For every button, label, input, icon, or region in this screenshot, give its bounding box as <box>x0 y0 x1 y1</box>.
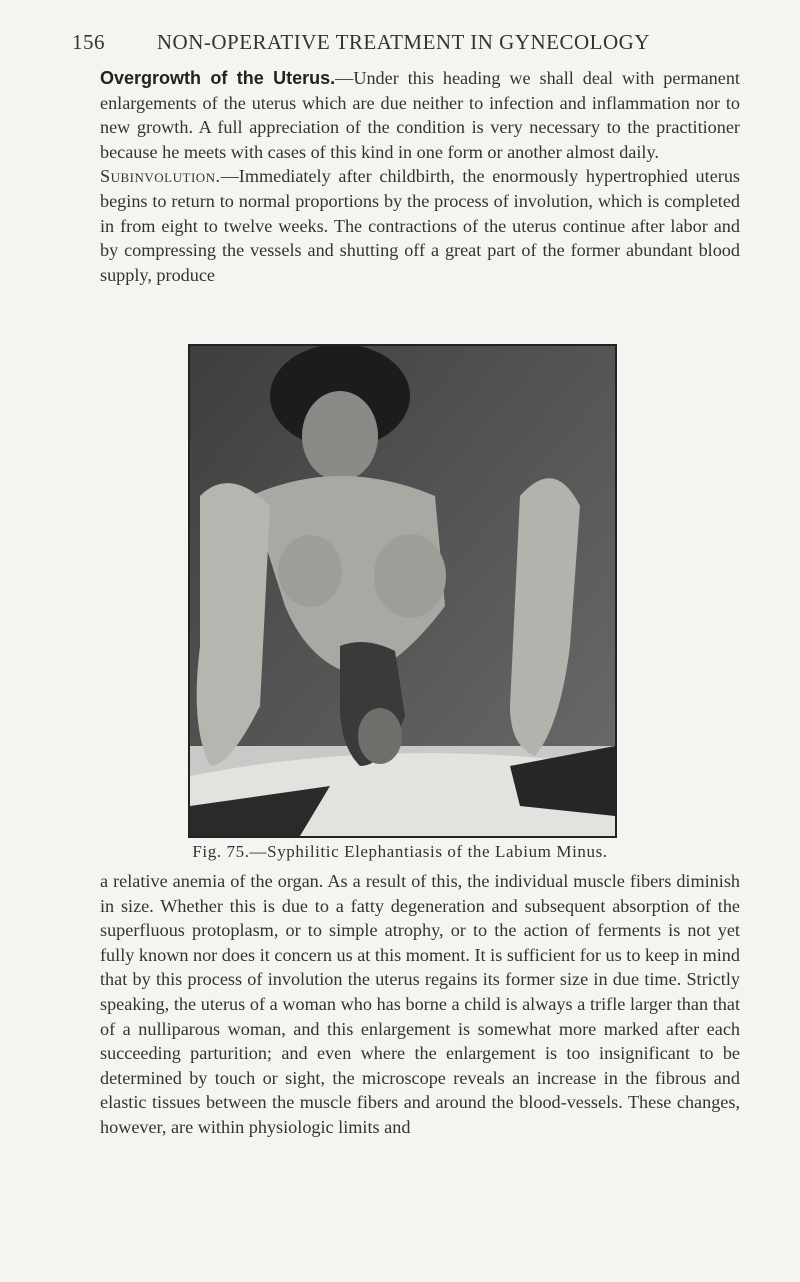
paragraph-continuation: a relative anemia of the organ. As a result of this, the individual muscle fibers diminish in size. Whether this is due to a fatty degeneration and subsequent absorption of the superfluous protoplasm, or to simple atrophy, or to the action of ferments is not yet fully known nor does it concern us at this moment. It is sufficient for us to keep in mind that by this process of involution the uterus regains its former size in due time. Strictly speaking, the uterus of a woman who has borne a child is always a trifle larger than that of a nulliparous woman, and this enlargement is somewhat more marked after each succeeding parturition; and even where the enlargement is too insignificant to be determined by touch or sight, the microscope reveals an increase in the fibrous and elastic tissues between the muscle fibers and around the blood-vessels. These changes, however, are within physiologic limits and <box>100 871 740 1137</box>
paragraph-subinvolution <box>100 164 740 287</box>
section-intro: —Under this heading we shall deal with permanent enlargements of the uterus which are due neither to infection and inflammation nor to new growth. A full appreciation of the condition is very necessary to the practitioner because he meets with cases of this kind in one form or another almost daily. <box>100 68 740 162</box>
section-text <box>100 66 740 287</box>
photograph-placeholder <box>190 346 615 836</box>
subsection-heading: Subinvolution. <box>100 166 221 187</box>
subsection-text: —Immediately after childbirth, the enormously hypertrophied uterus begins to return to normal proportions by the process of involution, which is completed in from eight to twelve weeks. The contractions of the uterus continue after labor and by compressing the vessels and shutting off a great part of the former abundant blood supply, produce <box>100 166 740 285</box>
figure-caption: Fig. 75.—Syphilitic Elephantiasis of the Labium Minus. <box>192 842 608 861</box>
paragraph-overgrowth <box>100 66 740 164</box>
continuation-text <box>100 869 740 1140</box>
section-heading: Overgrowth of the Uterus. <box>100 68 336 88</box>
page-number: 156 <box>72 30 105 54</box>
figure-photograph <box>188 344 617 838</box>
running-head <box>72 30 650 55</box>
running-title: NON-OPERATIVE TREATMENT IN GYNECOLOGY <box>156 30 650 54</box>
